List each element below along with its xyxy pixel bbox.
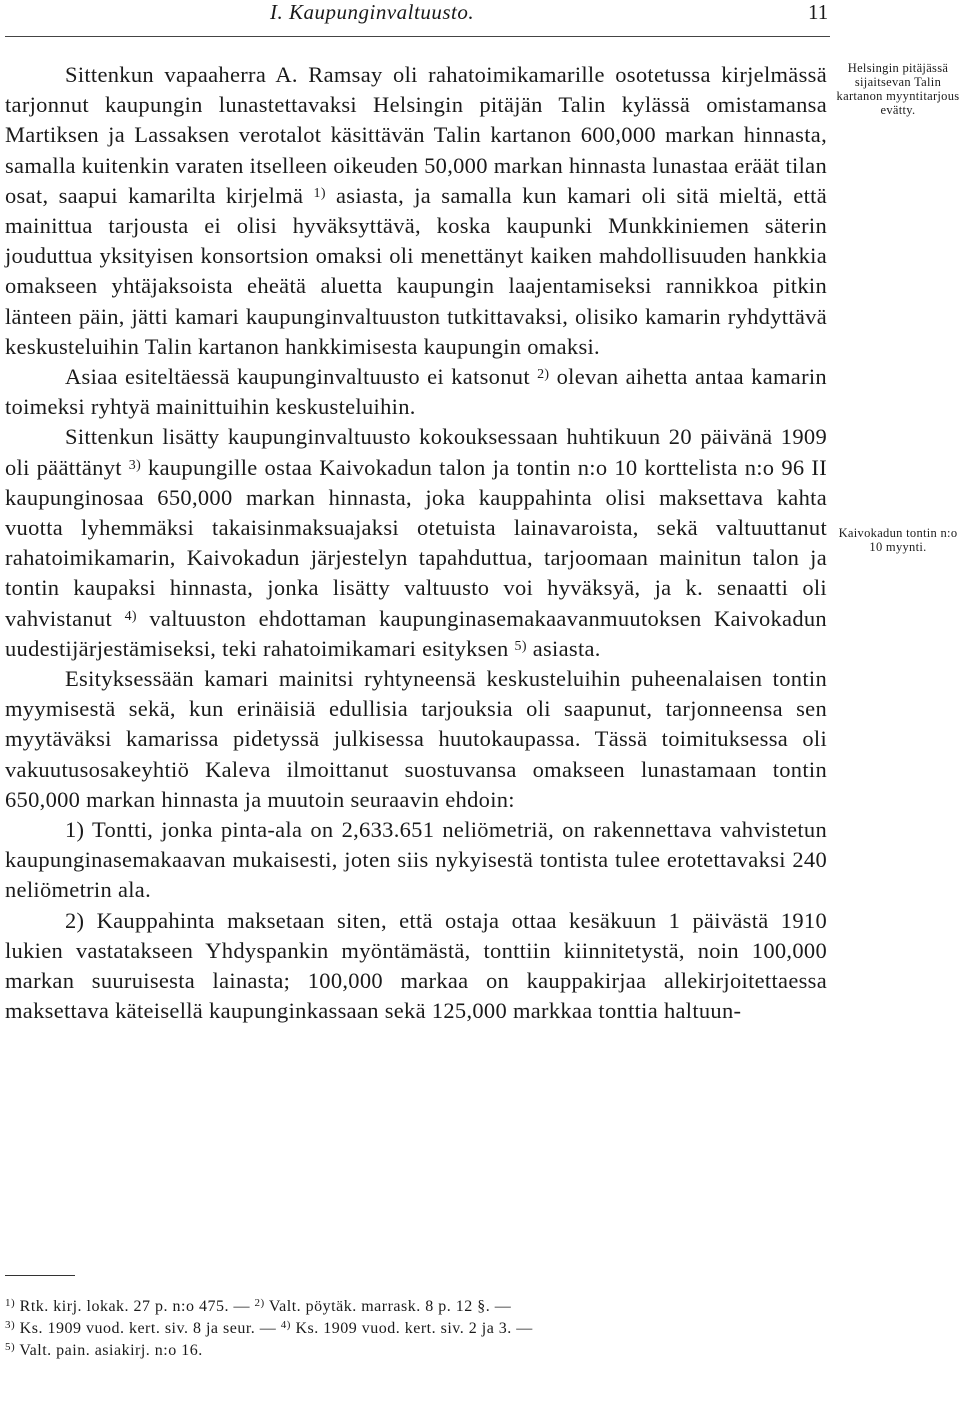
footnote-text: Rtk. kirj. lokak. 27 p. n:o 475. — — [15, 1298, 255, 1315]
footnote-text: Ks. 1909 vuod. kert. siv. 2 ja 3. — — [290, 1320, 533, 1337]
footnote-text: Valt. pain. asiakirj. n:o 16. — [15, 1342, 203, 1359]
footnote-marker: 5) — [5, 1341, 16, 1353]
paragraph-text: Sittenkun lisätty kaupunginvaltuusto kokouksessaan huhtikuun 20 päivänä 1909 oli päättänyt — [5, 424, 827, 480]
margin-note-talin: Helsingin pitäjässä sijaitsevan Talin kartanon myyntitarjous evätty. — [836, 61, 960, 117]
paragraph-text: asiasta, ja samalla kun kamari oli sitä mieltä, että mainittua tarjousta ei olisi hyväksyttävä, koska kaupunki Munkkiniemen säterin jouduttua yksityisen konsortsion omaksi oli menettänyt kaiken mahdollisuuden hankkia omakseen yhtäjaksoista eheätä aluetta kaupungin laajentamiseksi rannikkoa pitkin länteen päin, jätti kamari kaupunginvaltuuston tutkittavaksi, olisiko kamarin ryhdyttävä keskusteluihin Talin kartanon hankkimisesta kaupungin omaksi. — [5, 182, 827, 359]
paragraph-condition-2: 2) Kauppahinta maksetaan siten, että ostaja ottaa kesäkuun 1 päivästä 1910 lukien vastatakseen Yhdyspankin myöntämästä, tonttiin kiinnitetystä, noin 100,000 markan suuruisesta lainasta; 100,000 markaa on kauppakirjaa allekirjoitettaessa maksettava käteisellä kaupunginkassaan sekä 125,000 markkaa tonttia haltuun- — [5, 907, 827, 1024]
main-text — [5, 60, 827, 1027]
paragraph-text: Asiaa esiteltäessä kaupunginvaltuusto ei katsonut — [65, 364, 530, 390]
paragraph-condition-1: 1) Tontti, jonka pinta-ala on 2,633.651 neliömetriä, on rakennettava vahvistetun kaupunginasemakaavan mukaisesti, joten siis nykyisestä tontista tulee erotettavaksi 240 neliömetrin ala. — [5, 817, 827, 903]
footnote-ref: 4) — [124, 608, 137, 624]
margin-note-kaivokatu: Kaivokadun tontin n:o 10 myynti. — [838, 526, 958, 554]
paragraph-text: olevan aihetta antaa kamarin toimeksi ryhtyä mainittuihin keskusteluihin. — [5, 364, 827, 420]
footnote-line-3 — [5, 1340, 835, 1362]
header-rule — [5, 36, 830, 37]
paragraph-esitys: Esityksessään kamari mainitsi ryhtyneensä keskusteluihin puheenalaisen tontin myymisestä sekä, kun erinäisiä edullisia tarjouksia oli saapunut, tarjonneensa sen myytäväksi kamarissa pidetyssä julkisessa huutokaupassa. Tässä toimituksessa oli vakuutusosakeyhtiö Kaleva ilmoittanut suostuvansa omakseen lunastamaan tontin 650,000 markan hinnasta ja muutoin seuraavin ehdoin: — [5, 666, 827, 812]
footnote-ref: 5) — [514, 638, 527, 654]
footnote-line-1 — [5, 1296, 835, 1318]
footnote-marker: 3) — [5, 1319, 16, 1331]
footnote-ref: 2) — [537, 367, 550, 383]
page-number: 11 — [808, 0, 829, 24]
paragraph-kaivokatu — [5, 422, 827, 664]
footnote-ref: 1) — [313, 185, 326, 201]
footnote-text: Ks. 1909 vuod. kert. siv. 8 ja seur. — — [15, 1320, 281, 1337]
footnote-marker: 1) — [5, 1297, 16, 1309]
footnote-ref: 3) — [128, 457, 142, 473]
footnote-rule — [5, 1275, 75, 1276]
paragraph-text: valtuuston ehdottaman kaupunginasemakaavanmuutoksen Kaivokadun uudestijärjestämiseksi, teki rahatoimikamari esityksen — [5, 605, 827, 661]
paragraph-valtuusto-decision — [5, 362, 827, 422]
footnote-marker: 4) — [280, 1319, 291, 1331]
footnote-marker: 2) — [254, 1297, 265, 1309]
footnote-line-2 — [5, 1318, 835, 1340]
paragraph-talin-kartano — [5, 60, 827, 362]
paragraph-text: asiasta. — [526, 635, 601, 661]
running-header — [0, 0, 835, 40]
footnotes — [5, 1296, 835, 1362]
footnote-text: Valt. pöytäk. marrask. 8 p. 12 §. — — [264, 1298, 512, 1315]
paragraph-text: Sittenkun vapaaherra A. Ramsay oli rahatoimikamarille osotetussa kirjelmässä tarjonnut kaupungin lunastettavaksi Helsingin pitäjän Talin kylässä omistamansa Martiksen ja Lassaksen verotalot käsittävän Talin kartanon 600,000 markan hinnasta, samalla kuitenkin varaten itselleen oikeuden 50,000 markan hinnasta lunastaa eräät tilan osat, saapui kamarilta kirjelmä — [5, 62, 827, 208]
paragraph-text: kaupungille ostaa Kaivokadun talon ja tontin n:o 10 korttelista n:o 96 II kaupunginosaa 650,000 markan hinnasta, joka kauppahinta olisi maksettava kahta vuotta lyhemmäksi takaisinmaksuajaksi otetuista lainavaroista, sekä valtuuttanut rahatoimikamarin, Kaivokadun järjestelyn tapahduttua, tarjoomaan mainitun talon ja tontin kaupaksi hinnasta, jonka lisätty valtuusto voi hyväksyä, ja k. senaatti oli vahvistanut — [5, 454, 827, 631]
running-title: I. Kaupunginvaltuusto. — [270, 0, 475, 24]
